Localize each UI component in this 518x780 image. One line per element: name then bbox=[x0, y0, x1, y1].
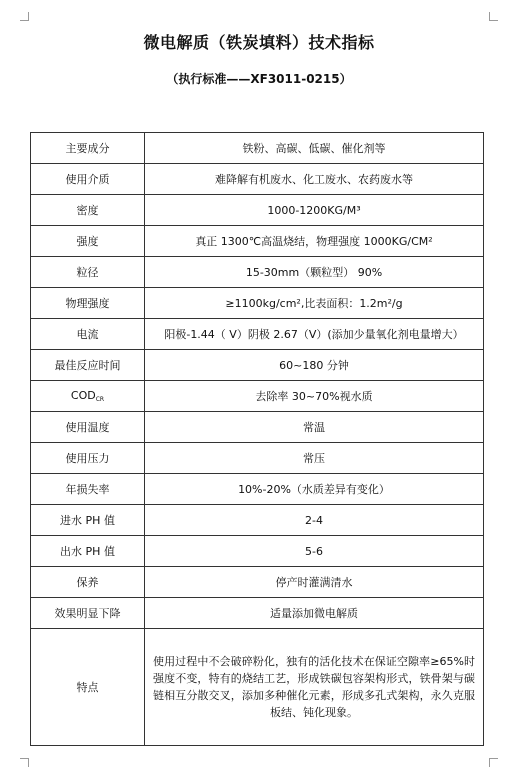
row-label-medium: 使用介质 bbox=[31, 164, 145, 195]
table-row bbox=[31, 195, 484, 226]
row-value-main-components: 铁粉、高碳、低碳、催化剂等 bbox=[145, 133, 484, 164]
row-label-outlet-ph: 出水 PH 值 bbox=[31, 536, 145, 567]
row-label-maintenance: 保养 bbox=[31, 567, 145, 598]
page-corner-mark-bottom-right bbox=[489, 758, 498, 767]
row-label-particle-size: 粒径 bbox=[31, 257, 145, 288]
table-row bbox=[31, 164, 484, 195]
table-row bbox=[31, 505, 484, 536]
row-label-pressure: 使用压力 bbox=[31, 443, 145, 474]
table-row bbox=[31, 598, 484, 629]
row-value-particle-size: 15-30mm（颗粒型） 90% bbox=[145, 257, 484, 288]
row-label-reaction-time: 最佳反应时间 bbox=[31, 350, 145, 381]
row-value-pressure: 常压 bbox=[145, 443, 484, 474]
row-label-main-components: 主要成分 bbox=[31, 133, 145, 164]
row-value-temperature: 常温 bbox=[145, 412, 484, 443]
page-corner-mark-top-left bbox=[20, 12, 29, 21]
row-label-effect-decline: 效果明显下降 bbox=[31, 598, 145, 629]
row-value-cod: 去除率 30~70%视水质 bbox=[145, 381, 484, 412]
row-value-annual-loss: 10%-20%（水质差异有变化） bbox=[145, 474, 484, 505]
table-row bbox=[31, 629, 484, 746]
row-value-outlet-ph: 5-6 bbox=[145, 536, 484, 567]
page-corner-mark-top-right bbox=[489, 12, 498, 21]
row-label-physical-strength: 物理强度 bbox=[31, 288, 145, 319]
row-label-cod bbox=[31, 381, 145, 412]
document-title: 微电解质（铁炭填料）技术指标 bbox=[143, 33, 375, 52]
table-row bbox=[31, 226, 484, 257]
row-value-reaction-time: 60~180 分钟 bbox=[145, 350, 484, 381]
row-value-current: 阳极-1.44（ V）阴极 2.67（V）(添加少量氧化剂电量增大） bbox=[145, 319, 484, 350]
spec-table bbox=[30, 132, 484, 746]
page-corner-mark-bottom-left bbox=[20, 758, 29, 767]
row-value-strength: 真正 1300℃高温烧结，物理强度 1000KG/CM² bbox=[145, 226, 484, 257]
row-value-physical-strength: ≥1100kg/cm²,比表面积：1.2m²/g bbox=[145, 288, 484, 319]
row-value-density: 1000-1200KG/M³ bbox=[145, 195, 484, 226]
table-row bbox=[31, 133, 484, 164]
table-row bbox=[31, 288, 484, 319]
row-label-current: 电流 bbox=[31, 319, 145, 350]
row-value-effect-decline: 适量添加微电解质 bbox=[145, 598, 484, 629]
table-row bbox=[31, 319, 484, 350]
row-value-inlet-ph: 2-4 bbox=[145, 505, 484, 536]
table-row bbox=[31, 443, 484, 474]
row-label-annual-loss: 年损失率 bbox=[31, 474, 145, 505]
row-value-maintenance: 停产时灌满清水 bbox=[145, 567, 484, 598]
row-label-density: 密度 bbox=[31, 195, 145, 226]
table-row bbox=[31, 257, 484, 288]
table-row bbox=[31, 567, 484, 598]
table-row bbox=[31, 350, 484, 381]
cod-label-subscript: CR bbox=[95, 396, 105, 403]
table-row bbox=[31, 412, 484, 443]
cod-label-text: COD bbox=[70, 389, 96, 402]
row-label-features: 特点 bbox=[31, 629, 145, 746]
document-subtitle: （执行标准——XF3011-0215） bbox=[166, 72, 352, 86]
row-value-medium: 难降解有机废水、化工废水、农药废水等 bbox=[145, 164, 484, 195]
row-label-strength: 强度 bbox=[31, 226, 145, 257]
row-label-inlet-ph: 进水 PH 值 bbox=[31, 505, 145, 536]
row-value-features: 使用过程中不会破碎粉化，独有的活化技术在保证空隙率≥65%时强度不变，特有的烧结工艺，形成铁碳包容架构形式，铁骨架与碳链相互分散交叉，添加多种催化元素，形成多孔式架构，永久克服板结、钝化现象。 bbox=[145, 629, 484, 746]
table-row bbox=[31, 536, 484, 567]
row-label-temperature: 使用温度 bbox=[31, 412, 145, 443]
table-row bbox=[31, 381, 484, 412]
table-row bbox=[31, 474, 484, 505]
